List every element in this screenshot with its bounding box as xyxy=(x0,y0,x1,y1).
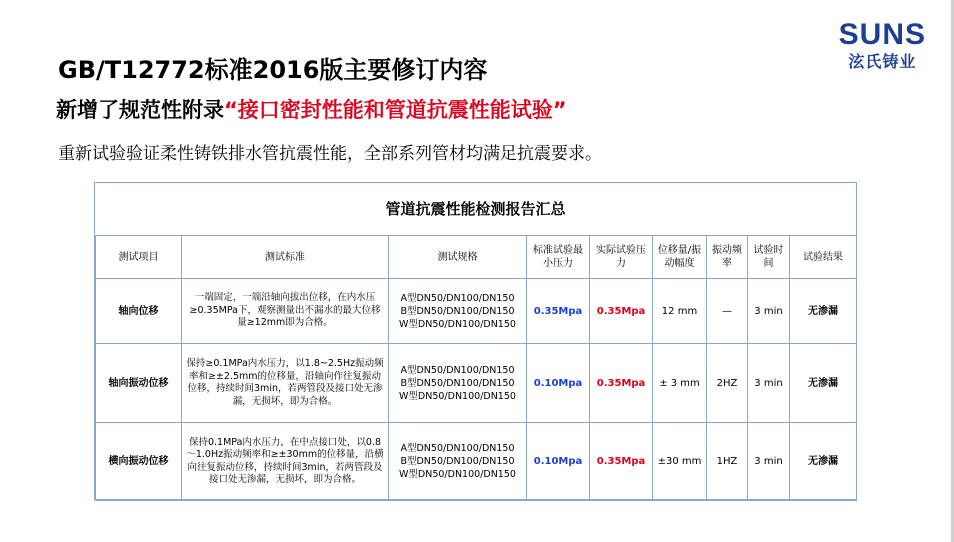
spec-line: B型DN50/DN100/DN150 xyxy=(400,377,515,389)
spec-line: A型DN50/DN100/DN150 xyxy=(400,364,515,376)
subtitle-prefix: 新增了规范性附录 xyxy=(56,98,224,122)
cell-item: 轴向位移 xyxy=(96,279,182,344)
spec-line: A型DN50/DN100/DN150 xyxy=(400,292,515,304)
company-logo xyxy=(839,20,926,72)
cell-frequency: 1HZ xyxy=(707,423,748,501)
page-subtitle xyxy=(56,94,567,126)
header-std-pressure: 标准试验最小压力 xyxy=(527,236,590,279)
cell-spec xyxy=(389,279,527,344)
header-frequency: 振动频率 xyxy=(707,236,748,279)
page-title: GB/T12772标准2016版主要修订内容 xyxy=(58,56,488,84)
cell-spec xyxy=(389,423,527,501)
cell-actual-pressure: 0.35Mpa xyxy=(590,344,653,423)
table-header-row xyxy=(96,236,857,279)
cell-displacement: 12 mm xyxy=(653,279,707,344)
logo-brand: SUNS xyxy=(838,18,926,51)
cell-duration: 3 min xyxy=(748,423,790,501)
header-displacement: 位移量/振动幅度 xyxy=(653,236,707,279)
cell-displacement: ± 3 mm xyxy=(653,344,707,423)
cell-std-pressure: 0.10Mpa xyxy=(527,344,590,423)
cell-duration: 3 min xyxy=(748,344,790,423)
header-standard: 测试标准 xyxy=(182,236,389,279)
header-duration: 试验时间 xyxy=(748,236,790,279)
table-row xyxy=(96,423,857,501)
cell-spec xyxy=(389,344,527,423)
cell-result: 无渗漏 xyxy=(790,344,857,423)
cell-duration: 3 min xyxy=(748,279,790,344)
spec-line: W型DN50/DN100/DN150 xyxy=(399,469,516,480)
cell-frequency: 2HZ xyxy=(707,344,748,423)
spec-line: B型DN50/DN100/DN150 xyxy=(400,456,515,467)
cell-result: 无渗漏 xyxy=(790,279,857,344)
cell-std-pressure: 0.35Mpa xyxy=(527,279,590,344)
cell-frequency: — xyxy=(707,279,748,344)
spec-line: B型DN50/DN100/DN150 xyxy=(400,305,515,317)
cell-actual-pressure: 0.35Mpa xyxy=(590,279,653,344)
header-item: 测试项目 xyxy=(96,236,182,279)
report-table xyxy=(95,235,857,501)
logo-subtitle: 泫氏铸业 xyxy=(848,52,917,71)
report-title: 管道抗震性能检测报告汇总 xyxy=(385,200,566,218)
table-row xyxy=(96,344,857,423)
cell-item: 轴向振动位移 xyxy=(96,344,182,423)
report-table-frame xyxy=(94,182,857,500)
cell-result: 无渗漏 xyxy=(790,423,857,501)
cell-displacement: ±30 mm xyxy=(653,423,707,501)
cell-standard: 保持0.1MPa内水压力，在中点接口处，以0.8～1.0Hz振动频率和≥±30mm的位移量，沿横向往复振动位移，持续时间3min，若两管段及接口处无渗漏，无损坏，即为合格。 xyxy=(182,423,389,501)
cell-standard: 保持≥0.1MPa内水压力，以1.8~2.5Hz振动频率和≥±2.5mm的位移量，沿轴向作往复振动位移，持续时间3min，若两管段及接口处无渗漏，无损坏，即为合格。 xyxy=(182,344,389,423)
spec-line: W型DN50/DN100/DN150 xyxy=(399,318,516,330)
spec-line: W型DN50/DN100/DN150 xyxy=(399,390,516,402)
header-actual-pressure: 实际试验压力 xyxy=(590,236,653,279)
cell-actual-pressure: 0.35Mpa xyxy=(590,423,653,501)
header-spec: 测试规格 xyxy=(389,236,527,279)
header-result: 试验结果 xyxy=(790,236,857,279)
cell-item: 横向振动位移 xyxy=(96,423,182,501)
spec-line: A型DN50/DN100/DN150 xyxy=(400,443,515,454)
description-text: 重新试验验证柔性铸铁排水管抗震性能，全部系列管材均满足抗震要求。 xyxy=(58,144,602,164)
cell-std-pressure: 0.10Mpa xyxy=(527,423,590,501)
cell-standard: 一端固定，一端沿轴向拔出位移，在内水压≥0.35MPa下，观察测量出不漏水的最大位移量≥12mm即为合格。 xyxy=(182,279,389,344)
subtitle-accent: “接口密封性能和管道抗震性能试验” xyxy=(224,98,567,122)
table-row xyxy=(96,279,857,344)
